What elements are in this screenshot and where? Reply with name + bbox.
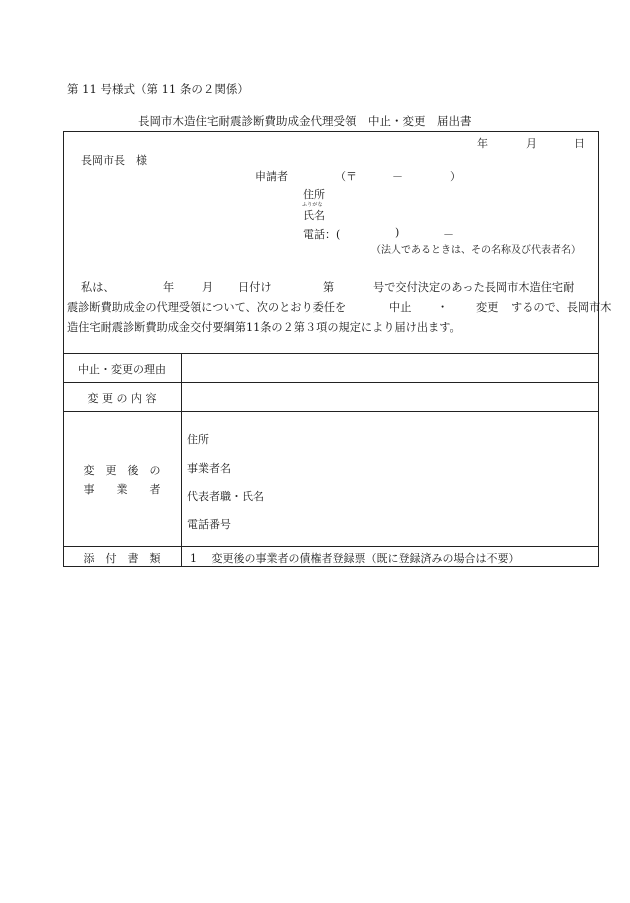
reason-label: 中止・変更の理由	[78, 363, 166, 376]
corporation-note: （法人であるときは、その名称及び代表者名）	[371, 245, 581, 256]
form-number-label: 第 11 号様式（第 11 条の２関係）	[67, 82, 249, 96]
table-top-rule	[63, 353, 599, 354]
furigana-label: ふりがな	[302, 202, 323, 208]
body-day: 日付け	[238, 281, 272, 294]
option-stop: 中止	[389, 301, 412, 314]
table-rule-2	[63, 411, 599, 412]
body-year: 年	[163, 281, 175, 294]
table-column-divider	[181, 353, 182, 566]
body-month: 月	[202, 281, 214, 294]
date-day: 日	[574, 137, 585, 150]
document-title: 長岡市木造住宅耐震診断費助成金代理受領 中止・変更 届出書	[138, 114, 472, 128]
table-rule-1	[63, 382, 599, 383]
date-month: 月	[526, 137, 537, 150]
applicant-label: 申請者	[255, 170, 288, 183]
new-provider-business-name: 事業者名	[187, 462, 231, 475]
new-provider-label-line1: 変 更 後 の	[83, 464, 161, 477]
body-line2-start: 震診断費助成金の代理受領について、次のとおり委任を	[67, 301, 347, 314]
body-line3: 造住宅耐震診断費助成金交付要綱第11条の２第３項の規定により届け出ます。	[67, 321, 461, 334]
table-rule-3	[63, 546, 599, 547]
address-label: 住所	[303, 188, 325, 201]
body-line2-rest: するので、長岡市木	[511, 301, 612, 314]
phone-close: )	[395, 226, 400, 239]
body-line1-rest: 号で交付決定のあった長岡市木造住宅耐	[373, 281, 575, 294]
phone-dash: －	[443, 228, 454, 241]
addressee: 長岡市長 様	[81, 154, 147, 167]
new-provider-phone: 電話番号	[187, 518, 231, 531]
new-provider-label-line2: 事 業 者	[83, 483, 161, 496]
option-change: 変更	[476, 301, 499, 314]
name-label: 氏名	[303, 209, 325, 222]
attachments-value: 1 変更後の事業者の債権者登録票（既に登録済みの場合は不要）	[190, 552, 520, 565]
attachments-label: 添 付 書 類	[83, 552, 161, 565]
option-separator: ・	[437, 301, 449, 314]
date-year: 年	[477, 137, 488, 150]
new-provider-address: 住所	[187, 433, 209, 446]
body-number-prefix: 第	[323, 281, 335, 294]
content-label: 変 更 の 内 容	[87, 392, 157, 405]
postal-dash: －	[392, 170, 403, 183]
new-provider-representative: 代表者職・氏名	[187, 490, 264, 503]
body-intro: 私は、	[81, 281, 115, 294]
form-frame	[63, 131, 599, 567]
phone-label: 電話：(	[303, 228, 341, 241]
postal-close: ）	[450, 170, 461, 183]
postal-open: （〒	[335, 170, 357, 183]
